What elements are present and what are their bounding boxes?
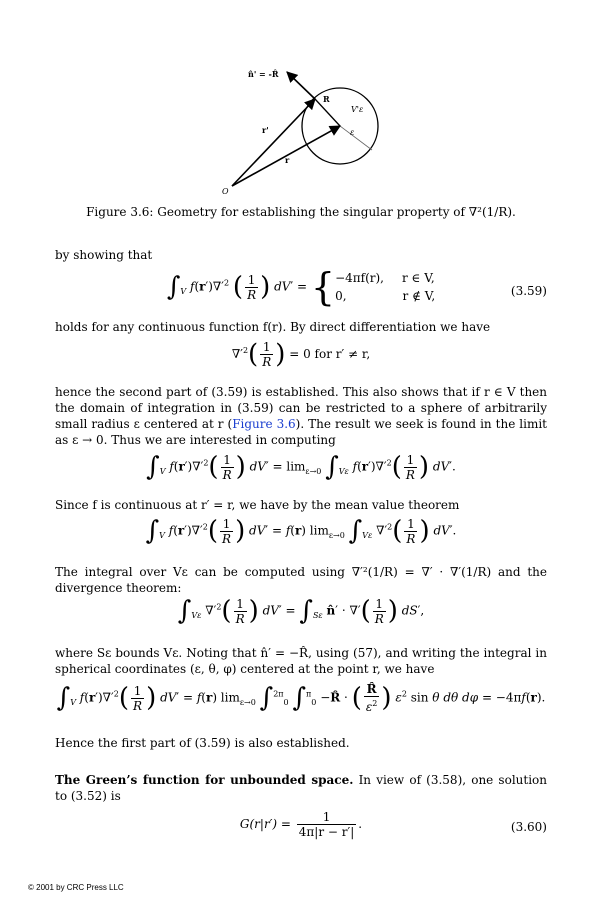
vector-r-prime — [232, 99, 315, 186]
equation-limit-body: $\int_V$ $f(r')\nabla'^2$( $\frac{1}{R}$ ) $dV' = \lim_{\varepsilon\to 0} \int_{V\varepsilon}$ $f(r')\nabla'^2$( $\frac{1}{R}$ ) dV′. — [146, 452, 456, 482]
case2-condition: r ∉ V, — [402, 289, 436, 303]
paragraph-greens-text: In view of (3.58), one solution to (3.52) is — [55, 773, 547, 803]
case1-condition: r ∈ V, — [402, 271, 435, 285]
label-v-eps: V'ε — [351, 105, 364, 114]
equation-3-60-denominator: 4π|r − r′| — [298, 825, 355, 839]
equation-3-60-numerator: 1 — [297, 810, 357, 825]
vector-n-hat — [287, 72, 315, 99]
paragraph-continuous: holds for any continuous function f(r). By direct differentiation we have — [55, 320, 491, 334]
equation-3-60-lhs: G(r|r′) = — [239, 817, 291, 831]
equation-spherical — [55, 682, 547, 726]
case1-value: −4πf(r), — [335, 271, 384, 285]
label-r-prime: r' — [262, 125, 269, 135]
paragraph-first-part: Hence the first part of (3.59) is also established. — [55, 736, 350, 750]
paragraph-domain-a: hence the second part of (3.59) is established. This also shows that if r ∈ V then the domain of integration in (3.59) can be restricted to a sphere of arbitrarily small radius ε centered at r ( — [55, 385, 547, 431]
label-n-hat: n̂' = -R̂ — [248, 69, 279, 79]
paragraph-domain-b: ). The result we seek is found in the limit as ε → 0. Thus we are interested in computing — [55, 417, 547, 447]
equation-3-59-body: $\int_V$ $f(r')\nabla'^2$ ( $\frac{1}{R}$ ) dV′ = { −4πf(r), r ∈ V, 0, r ∉ V, — [166, 265, 436, 309]
label-eps: ε — [350, 128, 355, 137]
equation-mean-value — [55, 516, 547, 556]
equation-divergence-body: $\int_{V\varepsilon}$ $\nabla'^2$( $\frac{1}{R}$ ) $dV' = \int_{S\varepsilon}$ n̂′ · ∇′( $\frac{1}{R}$ ) dS′, — [177, 596, 425, 626]
equation-3-60-body: G(r|r′) = $\frac{1}{4\pi|r - r'|}$ . — [239, 810, 363, 839]
equation-limit — [55, 452, 547, 492]
equation-laplacian-zero — [55, 340, 547, 376]
equation-spherical-body: $\int_V$ $f(r')\nabla'^2$( $\frac{1}{R}$ ) dV′ = f(r) $\lim_{\varepsilon\to 0} \int^{2\pi}_0$ ∫$^\pi_0$ −R̂ · ( $\frac{R̂}{\varepsilon^2}$ ) $\varepsilon^2$ sin θ dθ dφ = −4πf(r). — [56, 682, 546, 714]
equation-divergence — [55, 596, 547, 636]
geometry-diagram — [210, 60, 390, 200]
label-r: r — [285, 155, 290, 165]
figure-3-6-link[interactable]: Figure 3.6 — [232, 417, 296, 431]
paragraph-greens-function — [55, 772, 547, 804]
section-heading: The Green’s function for unbounded space. — [55, 773, 354, 787]
label-origin: O — [222, 187, 229, 196]
figure-caption: Figure 3.6: Geometry for establishing the singular property of ∇²(1/R). — [86, 205, 516, 219]
equation-number-3-59: (3.59) — [510, 284, 547, 298]
equation-3-59 — [55, 265, 547, 312]
figure-3-6 — [210, 60, 390, 200]
equation-number-3-60: (3.60) — [510, 820, 547, 834]
paragraph-intro: by showing that — [55, 248, 153, 262]
paragraph-spherical: where Sε bounds Vε. Noting that n̂′ = −R̂, using (57), and writing the integral in spherical coordinates (ε, θ, φ) centered at the point r, we have — [55, 646, 547, 676]
label-R: R — [323, 94, 330, 104]
equation-zero-text: = 0 for r′ ≠ r, — [289, 347, 371, 361]
equation-mean-value-body: $\int_V$ $f(r')\nabla'^2$( $\frac{1}{R}$ ) dV′ = f(r) $\lim_{\varepsilon\to 0} \int_{V\varepsilon}$ $\nabla'^2$( $\frac{1}{R}$ ) dV′. — [145, 516, 457, 546]
radius-eps-line — [340, 126, 372, 150]
copyright-notice: © 2001 by CRC Press LLC — [28, 883, 124, 892]
paragraph-divergence: The integral over Vε can be computed using ∇′²(1/R) = ∇′ · ∇′(1/R) and the divergence theorem: — [55, 565, 547, 595]
paragraph-domain — [55, 384, 547, 448]
equation-laplacian-zero-body: $\nabla'^2$( $\frac{1}{R}$ ) = 0 for r′ ≠ r, — [231, 339, 371, 370]
paragraph-mean-value: Since f is continuous at r′ = r, we have by the mean value theorem — [55, 498, 460, 512]
case2-value: 0, — [335, 289, 347, 303]
equation-3-60 — [55, 810, 547, 846]
